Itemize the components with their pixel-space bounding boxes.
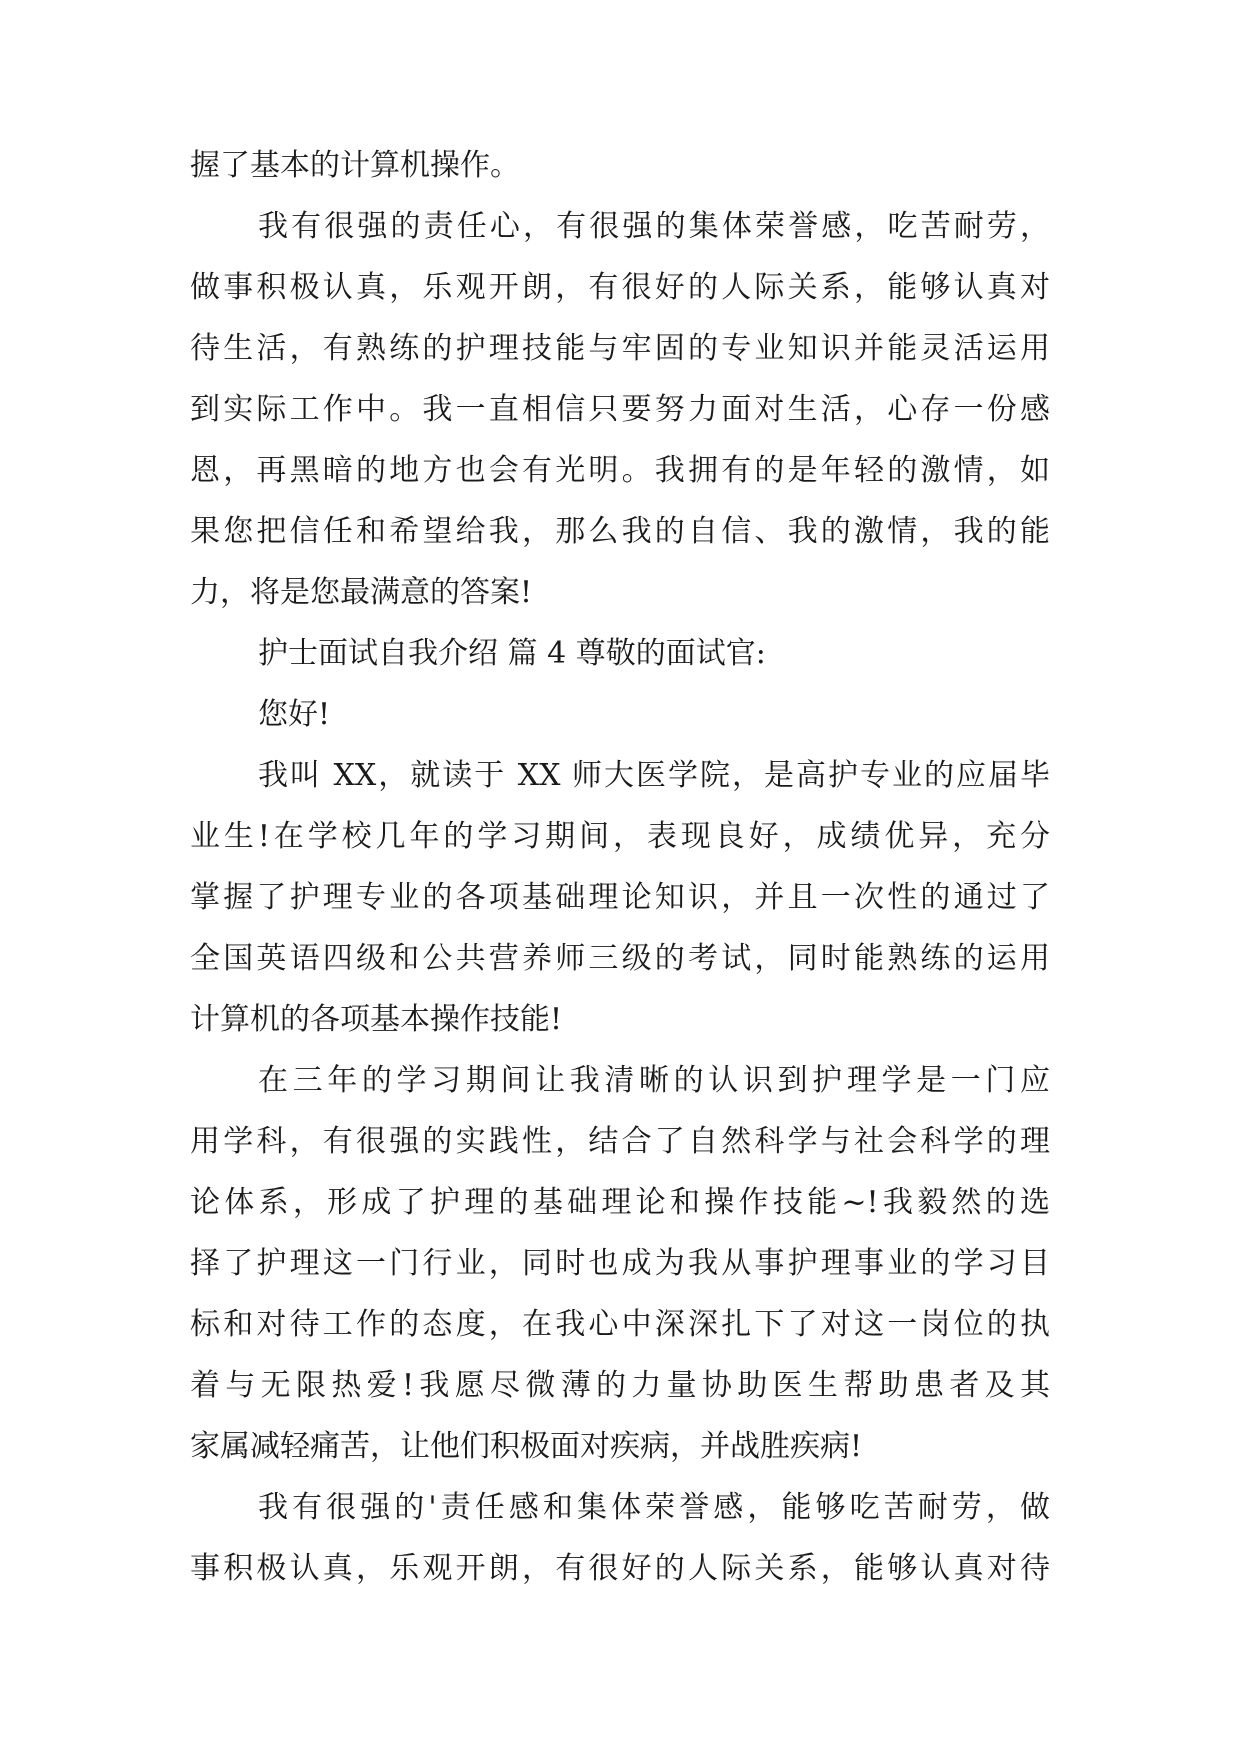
text-line: 事积极认真，乐观开朗，有很好的人际关系，能够认真对待 bbox=[190, 1551, 1050, 1586]
text-line: 用学科，有很强的实践性，结合了自然科学与社会科学的理 bbox=[190, 1124, 1050, 1159]
text-line: 计算机的各项基本操作技能! bbox=[190, 1002, 563, 1037]
paragraph-first-line: 我有很强的'责任感和集体荣誉感，能够吃苦耐劳，做 bbox=[258, 1490, 1050, 1525]
text-line: 掌握了护理专业的各项基础理论知识，并且一次性的通过了 bbox=[190, 880, 1050, 915]
text-line: 全国英语四级和公共营养师三级的考试，同时能熟练的运用 bbox=[190, 941, 1050, 976]
text-line: 着与无限热爱!我愿尽微薄的力量协助医生帮助患者及其 bbox=[190, 1368, 1050, 1403]
text-line: 握了基本的计算机操作。 bbox=[190, 148, 520, 183]
text-line: 到实际工作中。我一直相信只要努力面对生活，心存一份感 bbox=[190, 392, 1050, 427]
paragraph-first-line: 我有很强的责任心，有很强的集体荣誉感，吃苦耐劳， bbox=[258, 209, 1050, 244]
text-line: 待生活，有熟练的护理技能与牢固的专业知识并能灵活运用 bbox=[190, 331, 1050, 366]
text-line: 业生!在学校几年的学习期间，表现良好，成绩优异，充分 bbox=[190, 819, 1050, 854]
text-line: 择了护理这一门行业，同时也成为我从事护理事业的学习目 bbox=[190, 1246, 1050, 1281]
text-line: 力，将是您最满意的答案! bbox=[190, 575, 533, 610]
greeting: 您好! bbox=[258, 697, 331, 732]
text-line: 恩，再黑暗的地方也会有光明。我拥有的是年轻的激情，如 bbox=[190, 453, 1050, 488]
text-line: 论体系，形成了护理的基础理论和操作技能~!我毅然的选 bbox=[190, 1185, 1050, 1220]
text-line: 家属减轻痛苦，让他们积极面对疾病，并战胜疾病! bbox=[190, 1429, 863, 1464]
text-line: 做事积极认真，乐观开朗，有很好的人际关系，能够认真对 bbox=[190, 270, 1050, 305]
text-line: 标和对待工作的态度，在我心中深深扎下了对这一岗位的执 bbox=[190, 1307, 1050, 1342]
paragraph-first-line: 在三年的学习期间让我清晰的认识到护理学是一门应 bbox=[258, 1063, 1050, 1098]
text-line: 果您把信任和希望给我，那么我的自信、我的激情，我的能 bbox=[190, 514, 1050, 549]
section-heading: 护士面试自我介绍 篇 4 尊敬的面试官: bbox=[258, 636, 766, 671]
paragraph-first-line: 我叫 XX，就读于 XX 师大医学院，是高护专业的应届毕 bbox=[258, 758, 1050, 793]
